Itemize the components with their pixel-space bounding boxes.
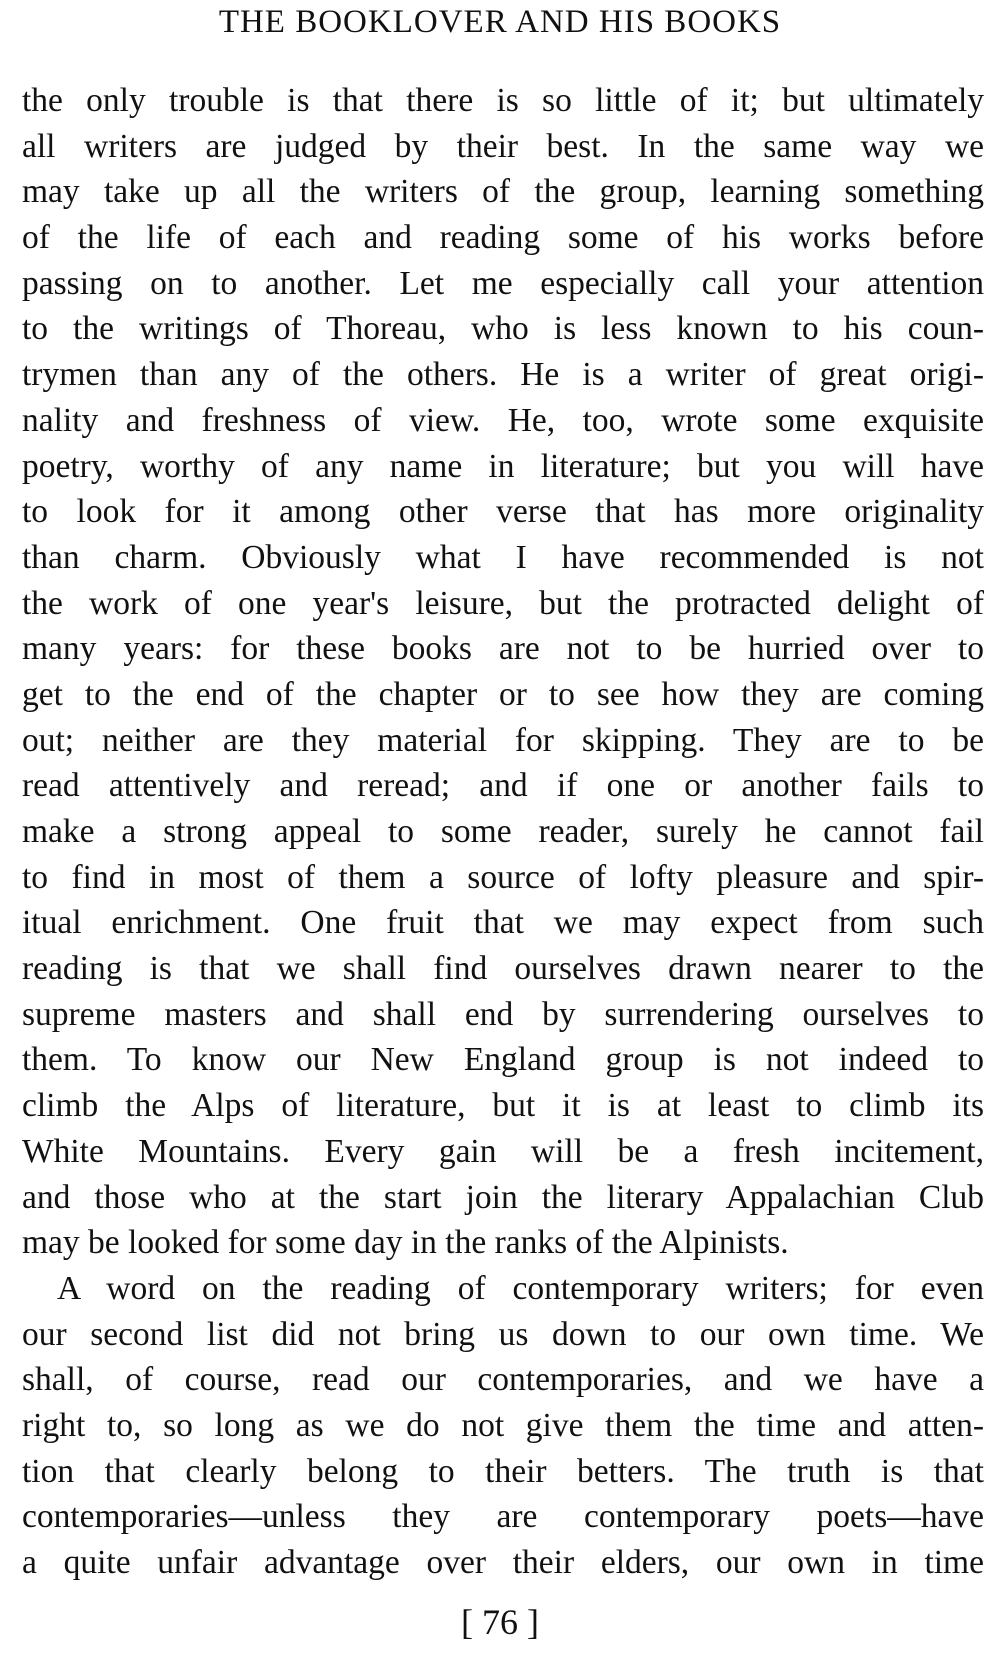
text-line: a quite unfair advantage over their elders, our own in time [22, 1544, 984, 1581]
text-line: supreme masters and shall end by surrendering ourselves to [22, 995, 984, 1033]
text-line: all writers are judged by their best. In the same way we [22, 127, 984, 165]
text-line: poetry, worthy of any name in literature; but you will have [22, 447, 984, 485]
text-line: itual enrichment. One fruit that we may expect from such [22, 904, 984, 942]
text-line: the only trouble is that there is so little of it; but ultimately [22, 82, 984, 119]
text-line: and those who at the start join the literary Appalachian Club [22, 1178, 984, 1216]
page-number: [ 76 ] [461, 1602, 539, 1642]
text-line: may be looked for some day in the ranks of the Alpinists. [22, 1224, 789, 1262]
text-line: tion that clearly belong to their betters. The truth is that [22, 1452, 984, 1490]
text-line: many years: for these books are not to be hurried over to [22, 630, 984, 668]
text-line: contemporaries—unless they are contemporary poets—have [22, 1498, 984, 1536]
running-head: THE BOOKLOVER AND HIS BOOKS [218, 4, 782, 40]
text-line: the work of one year's leisure, but the protracted delight of [22, 584, 984, 622]
text-line: read attentively and reread; and if one or another fails to [22, 767, 984, 805]
text-line: passing on to another. Let me especially call your attention [22, 264, 984, 302]
text-line: make a strong appeal to some reader, surely he cannot fail [22, 813, 984, 850]
text-line: may take up all the writers of the group, learning something [22, 173, 984, 211]
paragraph-2 [22, 1266, 984, 1586]
text-line: nality and freshness of view. He, too, wrote some exquisite [22, 401, 984, 439]
text-line: to find in most of them a source of lofty pleasure and spir- [22, 858, 984, 896]
text-line: shall, of course, read our contemporaries, and we have a [22, 1361, 984, 1399]
text-line: A word on the reading of contemporary writers; for even [57, 1269, 984, 1307]
text-line: trymen than any of the others. He is a writer of great origi- [22, 356, 984, 394]
text-line: of the life of each and reading some of his works before [22, 219, 984, 257]
text-line: out; neither are they material for skipping. They are to be [22, 721, 984, 759]
paragraph-1 [22, 78, 984, 1266]
text-line: reading is that we shall find ourselves drawn nearer to the [22, 950, 984, 988]
text-line: White Mountains. Every gain will be a fresh incitement, [22, 1132, 984, 1170]
text-line: climb the Alps of literature, but it is at least to climb its [22, 1087, 984, 1125]
text-line: get to the end of the chapter or to see how they are coming [22, 675, 984, 713]
text-line: them. To know our New England group is not indeed to [22, 1041, 984, 1079]
text-line: to the writings of Thoreau, who is less known to his coun- [22, 310, 984, 348]
text-line: than charm. Obviously what I have recommended is not [22, 538, 984, 576]
text-line: to look for it among other verse that has more originality [22, 493, 984, 531]
text-line: right to, so long as we do not give them the time and atten- [22, 1406, 984, 1444]
body-text [22, 78, 984, 1586]
text-line: our second list did not bring us down to our own time. We [22, 1315, 984, 1353]
